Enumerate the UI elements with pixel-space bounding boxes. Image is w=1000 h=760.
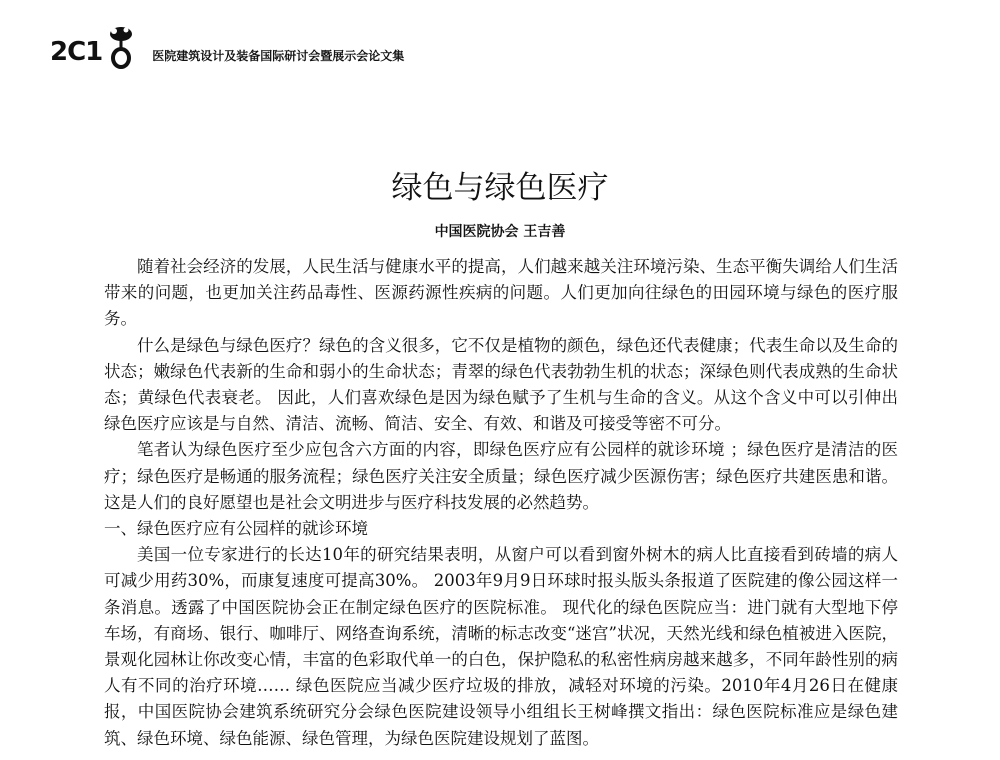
tree-logo-icon [108, 25, 134, 69]
paragraph: 什么是绿色与绿色医疗？绿色的含义很多，它不仅是植物的颜色，绿色还代表健康；代表生命以及生命的状态；嫩绿色代表新的生命和弱小的生命状态；青翠的绿色代表勃勃生机的状态；深绿色则代表成熟的生命状态；黄绿色代表衰老。 因此，人们喜欢绿色是因为绿色赋予了生机与生命的含义。从这个含义中可以引伸出绿色医疗应该是与自然、清洁、流畅、简洁、安全、有效、和谐及可接受等密不可分。 [104, 335, 898, 434]
logo-text: 2C1 [50, 37, 103, 67]
section-heading: 一、绿色医疗应有公园样的就诊环境 [104, 519, 368, 539]
article-title: 绿色与绿色医疗 [391, 170, 609, 206]
article-body [104, 254, 898, 752]
proceedings-title: 医院建筑设计及装备国际研讨会暨展示会论文集 [152, 48, 405, 63]
paragraph: 美国一位专家进行的长达10年的研究结果表明，从窗户可以看到窗外树木的病人比直接看到砖墙的病人可减少用药30%，而康复速度可提高30%。 2003年9月9日环球时报头版头条报道了医院建的像公园这样一条消息。透露了中国医院协会正在制定绿色医疗的医院标准。 现代化的绿色医院应当：进门就有大型地下停车场，有商场、银行、咖啡厅、网络查询系统，清晰的标志改变“迷宫”状况，天然光线和绿色植被进入医院，景观化园林让你改变心情，丰富的色彩取代单一的白色，保护隐私的私密性病房越来越多，不同年龄性别的病人有不同的治疗环境…… 绿色医院应当减少医疗垃圾的排放，减轻对环境的污染。2010年4月26日在健康报，中国医院协会建筑系统研究分会绿色医院建设领导小组组长王树峰撰文指出：绿色医院标准应是绿色建筑、绿色环境、绿色能源、绿色管理，为绿色医院建设规划了蓝图。 [104, 545, 898, 748]
page-header [50, 30, 404, 74]
paragraph: 笔者认为绿色医疗至少应包含六方面的内容，即绿色医疗应有公园样的就诊环境 ；绿色医疗是清洁的医疗；绿色医疗是畅通的服务流程；绿色医疗关注安全质量；绿色医疗减少医源伤害；绿色医疗共建医患和谐。这是人们的良好愿望也是社会文明进步与医疗科技发展的必然趋势。 [104, 440, 898, 512]
article-author: 中国医院协会 王吉善 [434, 224, 566, 240]
paragraph: 随着社会经济的发展，人民生活与健康水平的提高，人们越来越关注环境污染、生态平衡失调给人们生活带来的问题，也更加关注药品毒性、医源药源性疾病的问题。人们更加向往绿色的田园环境与绿色的医疗服务。 [104, 257, 898, 329]
conference-logo [50, 39, 102, 65]
